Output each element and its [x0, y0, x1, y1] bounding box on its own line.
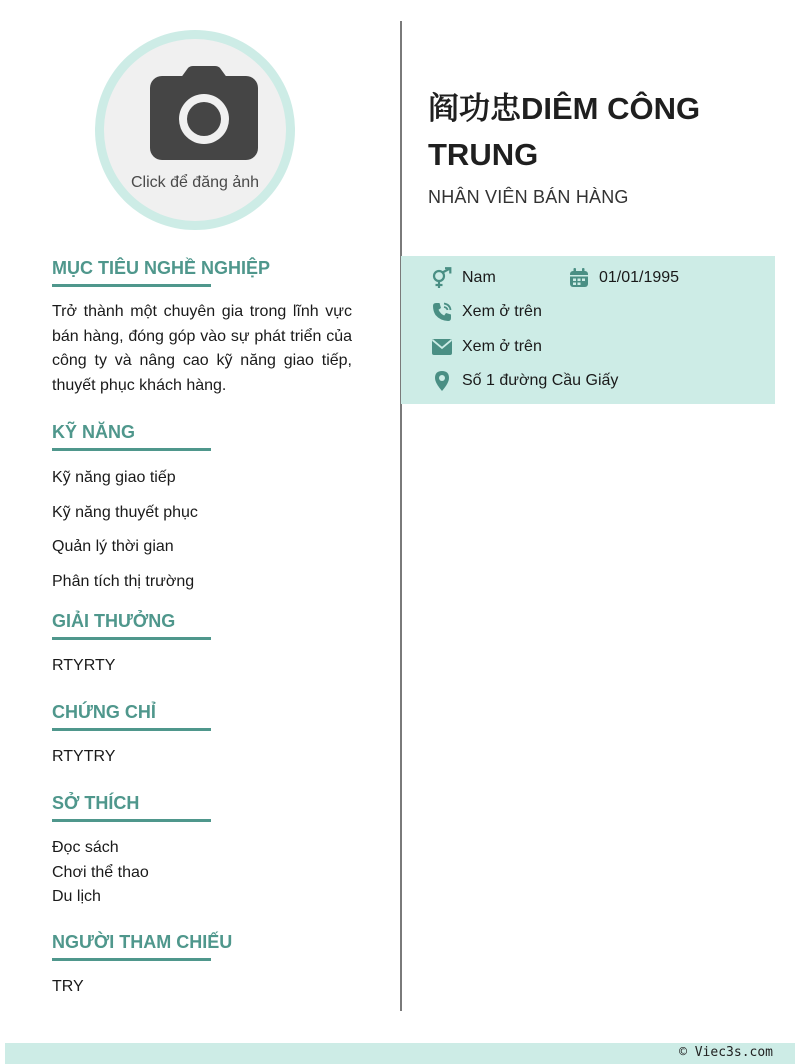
- skill-item: Quản lý thời gian: [52, 538, 174, 555]
- objective-text: Trở thành một chuyên gia trong lĩnh vực bán hàng, đóng góp vào sự phát triển của công ty và nâng cao kỹ năng giao tiếp, thuyết phục khách hàng.: [52, 303, 352, 394]
- gender-value: Nam: [462, 269, 496, 286]
- phone-value: Xem ở trên: [462, 303, 542, 320]
- gender-row: [431, 267, 496, 289]
- avatar-placeholder: [104, 39, 286, 221]
- hobby-item: Chơi thể thao: [52, 863, 149, 881]
- hobby-item: Đọc sách: [52, 839, 119, 856]
- candidate-name: 阎功忠DIÊM CÔNG TRUNG: [428, 91, 701, 172]
- awards-text: RTYRTY: [52, 657, 116, 674]
- skill-item: Kỹ năng thuyết phục: [52, 503, 198, 521]
- references-text: TRY: [52, 978, 84, 995]
- gender-icon: [431, 267, 453, 289]
- email-icon: [431, 336, 453, 358]
- calendar-icon: [568, 267, 590, 289]
- footer-copyright: © Viec3s.com: [679, 1045, 773, 1060]
- email-value: Xem ở trên: [462, 338, 542, 355]
- skills-list: [52, 466, 198, 604]
- column-divider: [400, 21, 402, 1011]
- email-row: [431, 336, 542, 358]
- camera-icon: [150, 66, 258, 160]
- skill-item: Phân tích thị trường: [52, 572, 195, 590]
- awards-heading: GIẢI THƯỞNG: [52, 611, 211, 640]
- objective-heading: MỤC TIÊU NGHỀ NGHIỆP: [52, 258, 211, 287]
- avatar-upload[interactable]: [95, 30, 295, 230]
- footer-bar: [5, 1043, 795, 1064]
- hobbies-list: [52, 836, 149, 910]
- skill-item: Kỹ năng giao tiếp: [52, 469, 176, 486]
- address-row: [431, 370, 618, 392]
- birthday-value: 01/01/1995: [599, 269, 680, 286]
- phone-icon: [431, 301, 453, 323]
- phone-row: [431, 301, 542, 323]
- hobbies-heading: SỞ THÍCH: [52, 793, 211, 822]
- skills-heading: KỸ NĂNG: [52, 422, 211, 451]
- contact-info-box: [401, 256, 775, 404]
- avatar-upload-label: Click để đăng ảnh: [130, 174, 260, 191]
- candidate-position: NHÂN VIÊN BÁN HÀNG: [428, 187, 629, 207]
- certificates-text: RTYTRY: [52, 748, 116, 765]
- birthday-row: [568, 267, 679, 289]
- address-value: Số 1 đường Cầu Giấy: [462, 372, 619, 389]
- references-heading: NGƯỜI THAM CHIẾU: [52, 932, 211, 961]
- hobby-item: Du lịch: [52, 888, 101, 905]
- certificates-heading: CHỨNG CHỈ: [52, 702, 211, 731]
- location-icon: [431, 370, 453, 392]
